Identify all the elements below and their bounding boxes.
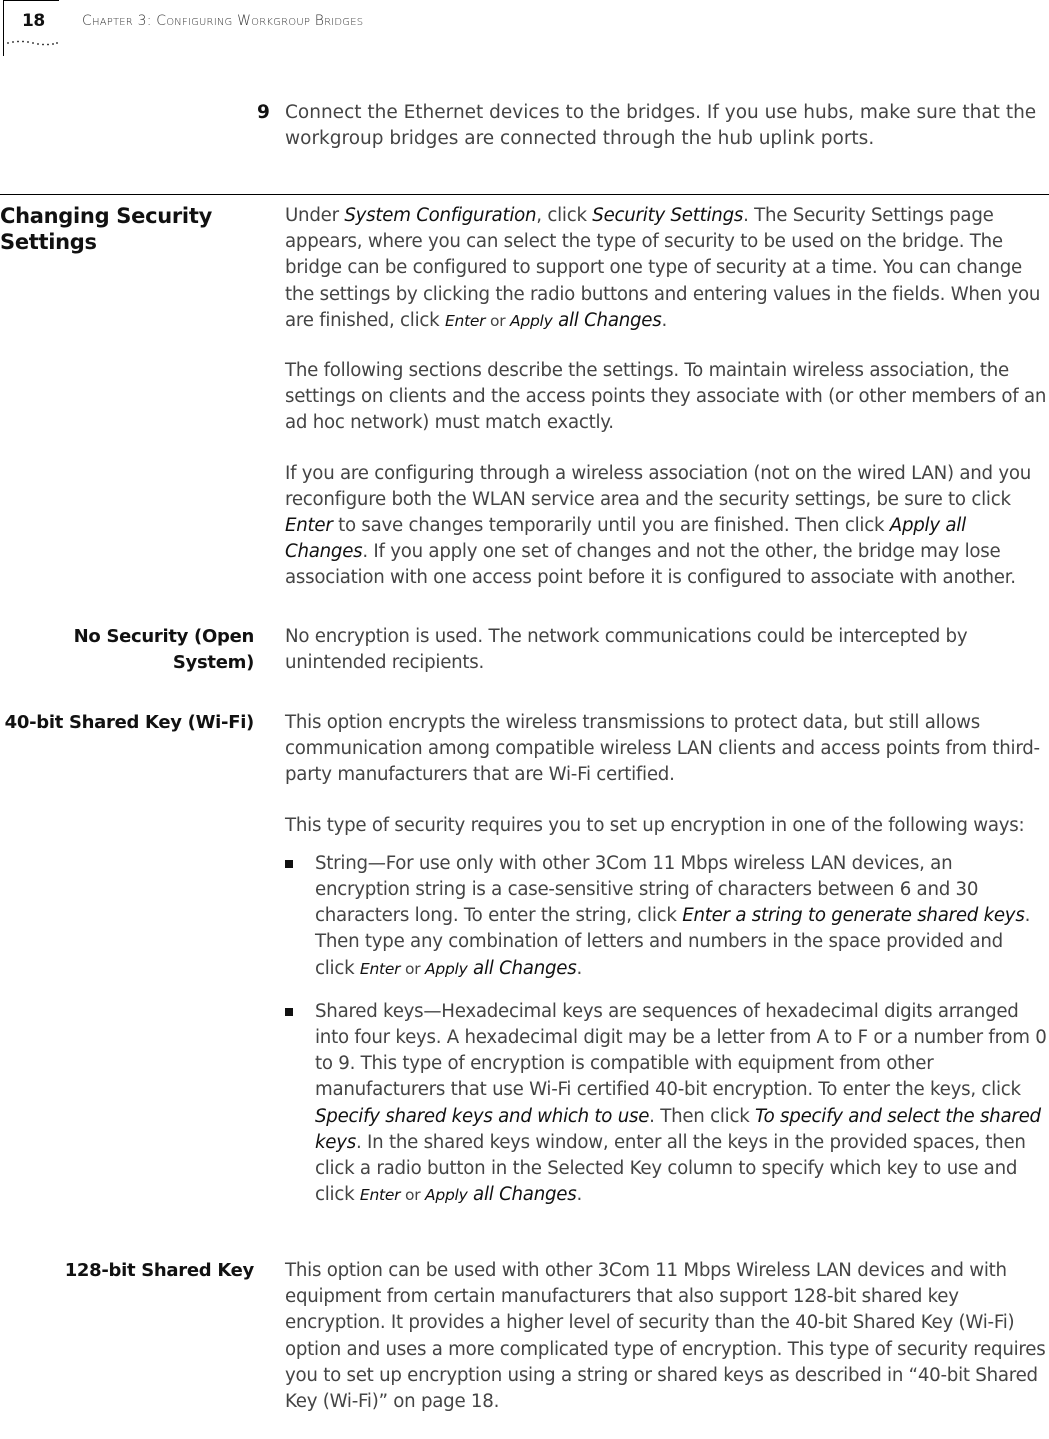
text: , click	[536, 205, 593, 226]
ui-term: Apply	[510, 311, 553, 330]
text: String—For use only with other 3Com 11 Mbps wireless LAN devices, an encryption string is a case-sensitive string of characters between 6 and 30 characters long. To enter the string, click	[315, 852, 979, 927]
ui-term: Enter a string to generate shared keys	[682, 905, 1025, 927]
text: . Then type any combination of letters and numbers in the space provided and click	[315, 905, 1031, 979]
text: or	[400, 1186, 425, 1205]
ui-term: To specify and select the shared keys	[315, 1105, 1041, 1153]
ui-term: Enter	[285, 515, 333, 537]
step-9	[257, 100, 1042, 152]
text: . Then click	[649, 1105, 756, 1127]
paragraph	[285, 461, 1047, 592]
text: . If you apply one set of changes and not the other, the bridge may lose association with one access point before it is configured to associate with another.	[285, 541, 1016, 589]
ui-term: Enter	[444, 311, 486, 330]
section-body	[285, 203, 1047, 616]
square-bullet-icon	[285, 860, 293, 868]
text: . In the shared keys window, enter all the keys in the provided spaces, then click a radio button in the Selected Key column to specify which key to use and click	[315, 1131, 1026, 1206]
page-number: 18	[22, 11, 45, 31]
ui-term: Enter	[359, 959, 401, 978]
ui-term: all Changes	[467, 1184, 577, 1206]
section-heading: 128-bit Shared Key	[64, 1260, 254, 1281]
step-text: Connect the Ethernet devices to the bridges. If you use hubs, make sure that the workgroup bridges are connected through the hub uplink ports.	[285, 102, 1037, 149]
bullet-list	[285, 851, 1047, 1209]
section-heading: 40-bit Shared Key (Wi-Fi)	[4, 712, 254, 733]
chapter-title: Chapter 3: Configuring Workgroup Bridges	[82, 13, 364, 29]
ui-term: Apply	[425, 959, 468, 978]
paragraph: This option encrypts the wireless transmissions to protect data, but still allows communication among compatible wireless LAN clients and access points from third-party manufacturers that are Wi-Fi certified.	[285, 712, 1040, 786]
paragraph	[285, 203, 1047, 334]
step-number: 9	[257, 102, 270, 123]
text: Under	[285, 205, 345, 226]
text: If you are configuring through a wireless association (not on the wired LAN) and you reconfigure both the WLAN service area and the security settings, be sure to click	[285, 462, 1032, 510]
paragraph: The following sections describe the settings. To maintain wireless association, the settings on clients and the access points they associate with (or other members of an ad hoc network) must match exactly.	[285, 360, 1047, 434]
list-item	[285, 999, 1047, 1209]
square-bullet-icon	[285, 1008, 293, 1016]
text: or	[485, 311, 511, 330]
dotted-curve-decoration	[6, 40, 58, 48]
ui-term: Enter	[359, 1186, 401, 1205]
section-divider	[0, 194, 1049, 195]
text: Shared keys—Hexadecimal keys are sequences of hexadecimal digits arranged into four keys. A hexadecimal digit may be a letter from A to F or a number from 0 to 9. This type of encryption is compatible with equipment from other manufacturers that use Wi-Fi certified 40-bit encryption. To enter the keys, click	[315, 1000, 1047, 1101]
text: .	[576, 1184, 582, 1206]
ui-term: Specify shared keys and which to use	[315, 1105, 650, 1127]
section-heading: Changing Security Settings	[0, 204, 212, 254]
section-heading: No Security (Open System)	[73, 626, 254, 673]
paragraph: No encryption is used. The network communications could be intercepted by unintended recipients.	[285, 626, 968, 674]
text: or	[400, 959, 425, 978]
list-item	[285, 851, 1047, 982]
text: .	[661, 309, 668, 331]
ui-term: all Changes	[467, 957, 577, 979]
paragraph: This option can be used with other 3Com 11 Mbps Wireless LAN devices and with equipment from certain manufacturers that also support 128-bit shared key encryption. It provides a higher level of security than the 40-bit Shared Key (Wi-Fi) option and uses a more complicated type of encryption. This type of security requires you to set up encryption using a string or shared keys as described in “40-bit Shared Key (Wi-Fi)” on page 18.	[285, 1260, 1046, 1413]
section-body	[285, 624, 1047, 700]
paragraph: This type of security requires you to set up encryption in one of the following ways:	[285, 814, 1025, 836]
ui-term: Apply all Changes	[285, 515, 966, 563]
ui-term: Security Settings	[592, 205, 744, 226]
section-body	[285, 1258, 1047, 1439]
ui-term: System Configuration	[344, 205, 537, 226]
text: .	[576, 957, 582, 979]
section-body	[285, 710, 1047, 1225]
text: . The Security Settings page appears, where you can select the type of security to be used on the bridge. The bridge can be configured to support one type of security at a time. You can change the settings by clicking the radio buttons and entering values in the fields. When you are finished, click	[285, 205, 1041, 331]
ui-term: all Changes	[552, 309, 662, 331]
ui-term: Apply	[425, 1186, 468, 1205]
text: to save changes temporarily until you are finished. Then click	[332, 515, 890, 537]
